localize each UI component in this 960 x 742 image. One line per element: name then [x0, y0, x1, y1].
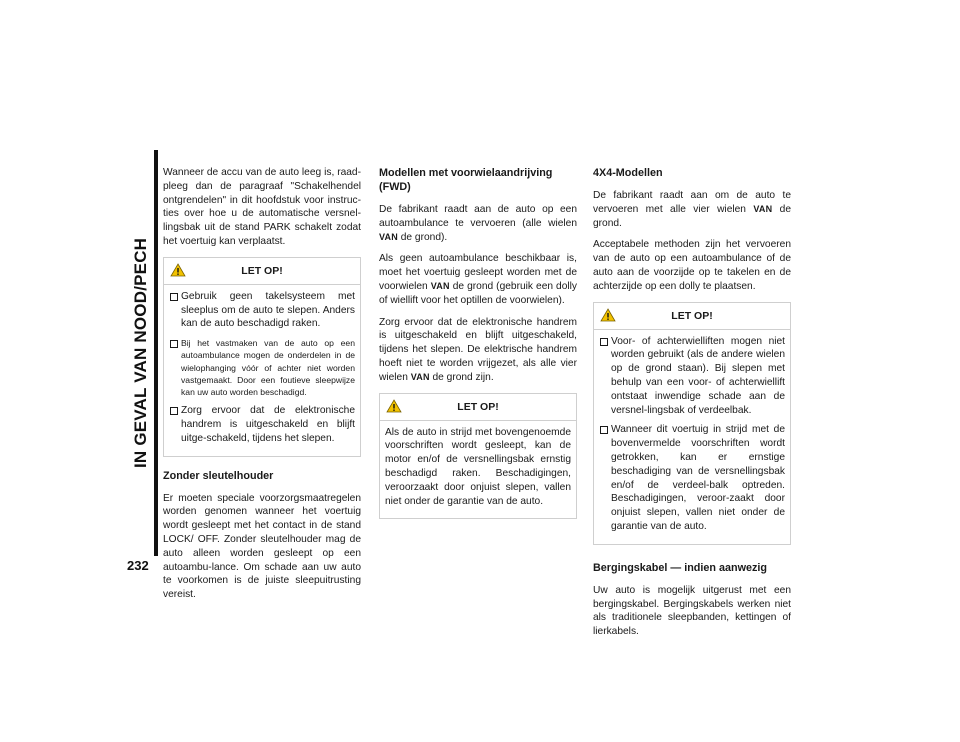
warning-title: LET OP!	[241, 264, 283, 277]
intro-paragraph: Wanneer de accu van de auto leeg is, raad-pleeg dan de paragraaf "Schakelhendel ontgrendelen" in dit hoofdstuk voor instruc-ties over hoe u de automatische versnel-lingsbak uit de stand PARK schakelt zodat het voertuig kan verplaatst.	[163, 167, 361, 247]
warning-item: Zorg ervoor dat de elektronische handrem is uitgeschakeld en blijft uitge-schakeld, tijdens het slepen.	[169, 404, 355, 445]
section-heading: Bergingskabel — indien aanwezig	[593, 561, 767, 574]
body-paragraph: Zorg ervoor dat de elektronische handrem is uitgeschakeld en blijft uitgeschakeld, tijdens het slepen. De elektrische handrem hoeft niet te worden vrijgezet, als alle vier wielen VAN de grond zijn.	[379, 316, 577, 383]
warning-box	[379, 393, 577, 520]
warning-body	[380, 421, 576, 519]
warning-title: LET OP!	[671, 309, 713, 322]
section-divider	[154, 150, 158, 556]
warning-header	[164, 258, 360, 285]
warning-box	[593, 302, 791, 545]
warning-item: Wanneer dit voertuig in strijd met de bovenvermelde voorschriften wordt getrokken, kan er ernstige beschadiging van de versnellingsbak en/of de verdeel-balk optreden. Beschadigingen, veroor-zaakt door onjuist slepen, vallen niet onder de garantie van de auto.	[599, 423, 785, 533]
column-middle	[379, 166, 577, 531]
warning-item: Gebruik geen takelsysteem met sleeplus om de auto te slepen. Anders kan de auto beschadigd raken.	[169, 290, 355, 331]
warning-triangle-icon	[600, 308, 616, 322]
body-paragraph: Uw auto is mogelijk uitgerust met een bergingskabel. Bergingskabels werken niet als traditionele sleepbanden, kettingen of lierkabels.	[593, 584, 791, 638]
warning-body	[594, 330, 790, 544]
body-paragraph: De fabrikant raadt aan om de auto te vervoeren met alle vier wielen VAN de grond.	[593, 190, 791, 229]
column-right	[593, 166, 791, 647]
column-left	[163, 166, 361, 610]
warning-text: Als de auto in strijd met bovengenoemde voorschriften wordt gesleept, kan de motor en/of de versnellingsbak ernstig beschadigd raken. Beschadigingen, veroorzaakt door onjuist slepen, vallen niet onder de garantie van de auto.	[385, 426, 571, 507]
body-paragraph: De fabrikant raadt aan de auto op een autoambulance te vervoeren (alle wielen VAN de grond).	[379, 204, 577, 243]
warning-box	[163, 257, 361, 457]
warning-triangle-icon	[170, 263, 186, 277]
section-title: IN GEVAL VAN NOOD/PECH	[131, 237, 150, 469]
body-paragraph: Als geen autoambulance beschikbaar is, moet het voertuig gesleept worden met de voorwielen VAN de grond (gebruik een dolly of wiellift voor het optillen de voorwielen).	[379, 253, 578, 306]
warning-title: LET OP!	[457, 400, 499, 413]
body-paragraph: Er moeten speciale voorzorgsmaatregelen worden genomen wanneer het voertuig wordt gesleept met het contact in de stand LOCK/ OFF. Zonder sleutelhouder mag de auto alleen worden gesleept op een autoambu-lance. Om schade aan uw auto te voorkomen is de juiste sleepuitrusting vereist.	[163, 492, 361, 601]
section-heading: Modellen met voorwielaandrijving (FWD)	[379, 167, 553, 193]
warning-body	[164, 285, 360, 456]
warning-triangle-icon	[386, 399, 402, 413]
body-paragraph: Acceptabele methoden zijn het vervoeren van de auto op een autoambulance of de auto aan de voorzijde op te takelen en de achterzijde op een dolly te plaatsen.	[593, 239, 791, 292]
warning-item: Bij het vastmaken van de auto op een autoambulance mogen de onderdelen in de wielophanging vóór of achter niet worden vastgemaakt. Door een foutieve sleepwijze kan uw auto worden beschadigd.	[169, 337, 355, 398]
section-heading: Zonder sleutelhouder	[163, 469, 274, 482]
warning-header	[594, 303, 790, 330]
page-number: 232	[127, 558, 149, 573]
warning-header	[380, 394, 576, 421]
warning-item: Voor- of achterwielliften mogen niet worden gebruikt (als de andere wielen op de grond staan). Bij slepen met behulp van een voor- of achterwiellift ontstaat inwendige schade aan de versnel-lingsbak of verdeelbak.	[599, 335, 785, 418]
section-heading: 4X4-Modellen	[593, 167, 663, 179]
